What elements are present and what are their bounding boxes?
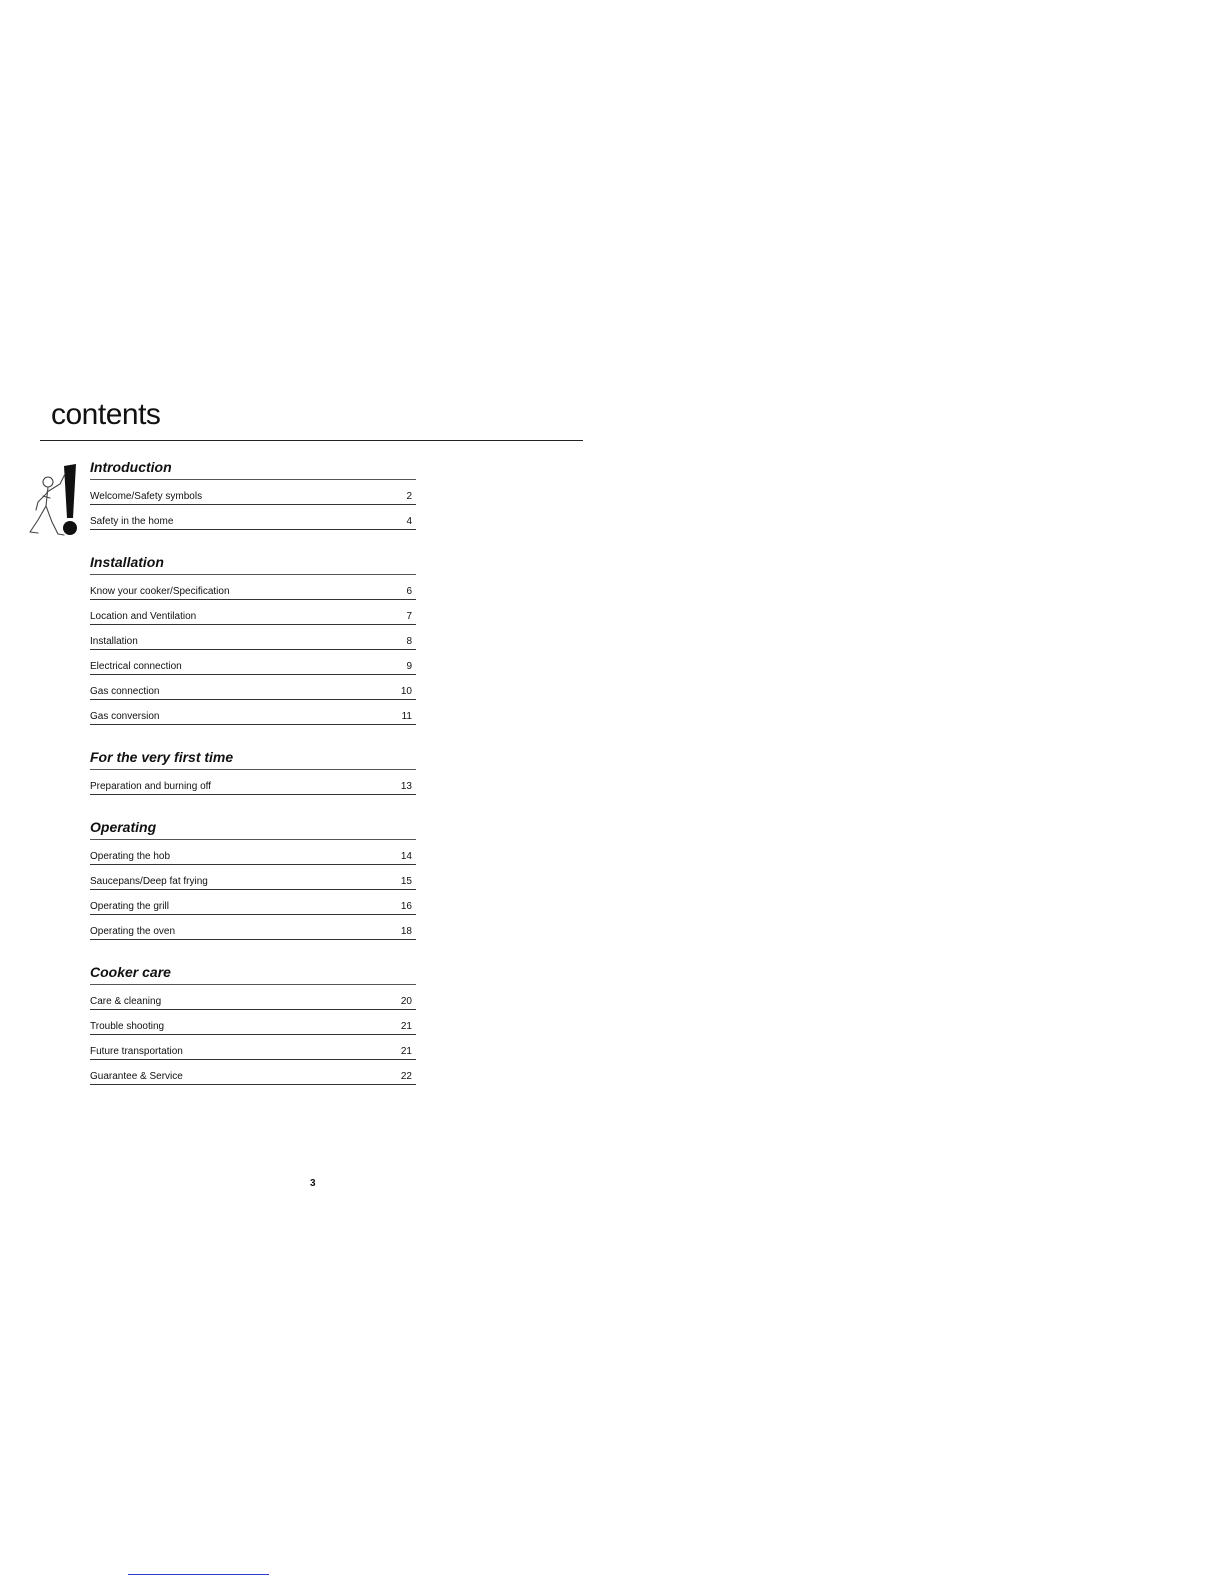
toc-entry[interactable] [90, 770, 416, 795]
toc-entry-label: Safety in the home [90, 516, 174, 527]
toc-entry-page-number: 8 [406, 636, 412, 647]
toc-entry-page-number: 4 [406, 516, 412, 527]
toc-entry-label: Saucepans/Deep fat frying [90, 876, 208, 887]
toc-entry-label: Operating the grill [90, 901, 169, 912]
toc-entry-label: Operating the oven [90, 926, 176, 937]
page-number: 3 [310, 1178, 316, 1189]
page-title: contents [51, 398, 161, 431]
section-heading: Installation [90, 553, 416, 575]
toc-entry-page-number: 9 [406, 661, 412, 672]
table-of-contents [90, 458, 416, 1108]
toc-entry-page-number: 22 [400, 1071, 412, 1082]
toc-entry-label: Location and Ventilation [90, 611, 197, 622]
toc-entry[interactable] [90, 1010, 416, 1035]
toc-entry-page-number: 21 [400, 1021, 412, 1032]
toc-entry[interactable] [90, 600, 416, 625]
toc-entry-label: Welcome/Safety symbols [90, 491, 203, 502]
toc-entry-label: Gas conversion [90, 711, 160, 722]
toc-entry-page-number: 18 [400, 926, 412, 937]
toc-entry-label: Operating the hob [90, 851, 171, 862]
toc-section [90, 963, 416, 1085]
toc-entry-label: Care & cleaning [90, 996, 162, 1007]
toc-entry[interactable] [90, 1060, 416, 1085]
toc-entry-label: Future transportation [90, 1046, 183, 1057]
toc-entry-label: Electrical connection [90, 661, 182, 672]
section-heading: Introduction [90, 458, 416, 480]
toc-entry-page-number: 11 [401, 711, 412, 722]
toc-entry[interactable] [90, 625, 416, 650]
toc-entry-page-number: 7 [406, 611, 412, 622]
toc-entry-page-number: 10 [400, 686, 412, 697]
toc-entry-page-number: 2 [406, 491, 412, 502]
toc-entry-label: Preparation and burning off [90, 781, 212, 792]
bottom-link-underline[interactable] [128, 1574, 269, 1575]
toc-entry[interactable] [90, 865, 416, 890]
toc-entry-label: Know your cooker/Specification [90, 586, 230, 597]
section-heading: Cooker care [90, 963, 416, 985]
toc-entry[interactable] [90, 915, 416, 940]
toc-entry-page-number: 6 [406, 586, 412, 597]
title-rule [40, 440, 583, 441]
toc-entry-label: Gas connection [90, 686, 160, 697]
toc-entry[interactable] [90, 890, 416, 915]
toc-entry-page-number: 16 [400, 901, 412, 912]
toc-entry[interactable] [90, 505, 416, 530]
toc-section [90, 553, 416, 725]
toc-entry[interactable] [90, 575, 416, 600]
section-heading: Operating [90, 818, 416, 840]
toc-entry-label: Trouble shooting [90, 1021, 165, 1032]
exclamation-figure-icon [26, 462, 84, 540]
toc-entry[interactable] [90, 1035, 416, 1060]
toc-entry-page-number: 14 [400, 851, 412, 862]
toc-entry-page-number: 21 [400, 1046, 412, 1057]
toc-entry-label: Guarantee & Service [90, 1071, 183, 1082]
toc-entry[interactable] [90, 700, 416, 725]
toc-entry-page-number: 15 [400, 876, 412, 887]
toc-entry[interactable] [90, 675, 416, 700]
toc-entry-page-number: 20 [400, 996, 412, 1007]
toc-section [90, 458, 416, 530]
toc-entry[interactable] [90, 650, 416, 675]
toc-entry-label: Installation [90, 636, 138, 647]
toc-section [90, 818, 416, 940]
toc-entry[interactable] [90, 985, 416, 1010]
toc-entry-page-number: 13 [400, 781, 412, 792]
toc-entry[interactable] [90, 480, 416, 505]
section-heading: For the very first time [90, 748, 416, 770]
toc-entry[interactable] [90, 840, 416, 865]
toc-section [90, 748, 416, 795]
